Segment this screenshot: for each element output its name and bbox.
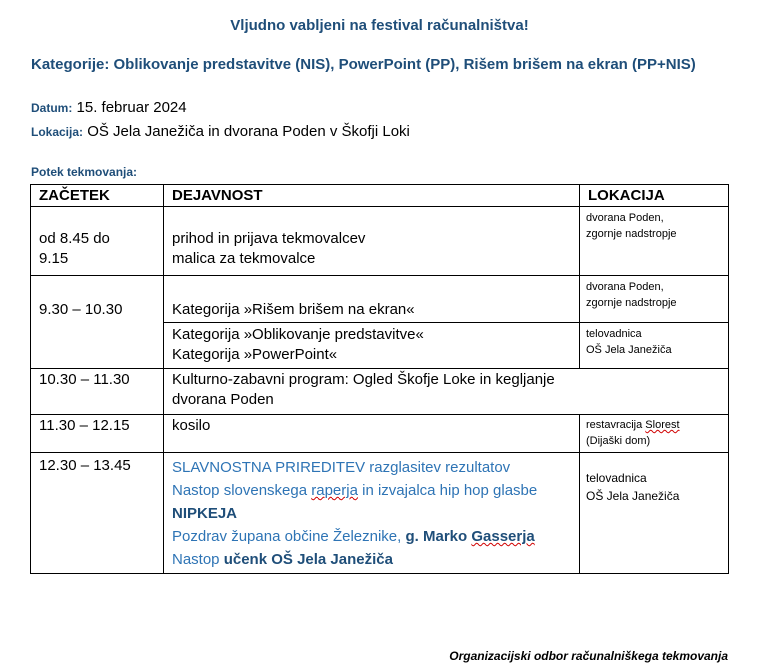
location-line: telovadnica [586, 471, 647, 485]
table-row [31, 369, 729, 415]
activity-text: in izvajalca hip hop glasbe [357, 482, 538, 499]
location-line: telovadnica [586, 328, 642, 340]
header-start: ZAČETEK [31, 185, 164, 207]
activity-cell: Kulturno-zabavni program: Ogled Škofje Loke in kegljanje dvorana Poden [164, 369, 729, 415]
time-cell: 12.30 – 13.45 [31, 453, 164, 574]
activity-text [405, 528, 534, 545]
categories-heading: Kategorije: Oblikovanje predstavitve (NIS), PowerPoint (PP), Rišem brišem na ekran (PP+NIS) [31, 56, 696, 73]
activity-text: NIPKEJA [172, 505, 238, 522]
activity-text: Nastop [172, 551, 224, 568]
activity-line: prihod in prijava tekmovalcev [172, 230, 366, 247]
time-cell [31, 207, 164, 276]
activity-cell: Kategorija »Rišem brišem na ekran« [164, 276, 580, 323]
footer-signature: Organizacijski odbor računalniškega tekmovanja [449, 649, 728, 663]
header-activity: DEJAVNOST [164, 185, 580, 207]
table-row [31, 276, 729, 323]
activity-line: Kategorija »PowerPoint« [172, 346, 338, 363]
activity-cell [164, 453, 580, 574]
activity-line: Kategorija »Oblikovanje predstavitve« [172, 326, 424, 343]
activity-text: Pozdrav župana občine Železnike, [172, 528, 406, 545]
header-location: LOKACIJA [580, 185, 729, 207]
time-line: 9.15 [39, 250, 69, 267]
activity-cell: kosilo [164, 415, 580, 453]
time-line: od 8.45 do [39, 230, 110, 247]
time-cell: 10.30 – 11.30 [31, 369, 164, 415]
location-line: zgornje nadstropje [586, 297, 677, 309]
location-label: Lokacija: [31, 125, 84, 139]
location-cell [580, 276, 729, 323]
activity-text: raperja [311, 482, 358, 499]
activity-cell [164, 207, 580, 276]
activity-text: Gasserja [471, 528, 535, 545]
table-header-row [31, 185, 729, 207]
table-row [31, 207, 729, 276]
activity-text: Nastop slovenskega [172, 482, 312, 499]
location-line: zgornje nadstropje [586, 228, 677, 240]
time-cell: 9.30 – 10.30 [31, 276, 164, 369]
location-line: dvorana Poden, [586, 281, 664, 293]
page-title: Vljudno vabljeni na festival računalništva! [230, 17, 529, 34]
location-line [586, 417, 722, 433]
location-cell [580, 207, 729, 276]
date-label: Datum: [31, 101, 73, 115]
location-line: OŠ Jela Janežiča [586, 489, 680, 503]
time-cell: 11.30 – 12.15 [31, 415, 164, 453]
location-cell [580, 453, 729, 574]
activity-cell [164, 323, 580, 369]
location-line: (Dijaški dom) [586, 435, 651, 447]
location-cell [580, 415, 729, 453]
location-row [31, 123, 410, 140]
location-line: OŠ Jela Janežiča [586, 344, 672, 356]
activity-line: malica za tekmovalce [172, 250, 316, 267]
location-cell [580, 323, 729, 369]
activity-line [172, 548, 571, 571]
location-text: restavracija [586, 419, 646, 431]
location-value: OŠ Jela Janežiča in dvorana Poden v Škofji Loki [83, 123, 410, 140]
schedule-table [30, 184, 729, 574]
schedule-heading: Potek tekmovanja: [31, 165, 138, 179]
table-row [31, 415, 729, 453]
activity-line: SLAVNOSTNA PRIREDITEV razglasitev rezultatov [172, 459, 511, 476]
location-text: Slorest [645, 419, 680, 431]
activity-text: učenk OŠ Jela Janežiča [223, 551, 393, 568]
activity-text: g. Marko [405, 528, 472, 545]
activity-line [172, 525, 571, 548]
activity-line [172, 479, 571, 525]
table-row [31, 453, 729, 574]
location-line: dvorana Poden, [586, 212, 664, 224]
date-row [31, 99, 187, 116]
date-value: 15. februar 2024 [72, 99, 187, 116]
